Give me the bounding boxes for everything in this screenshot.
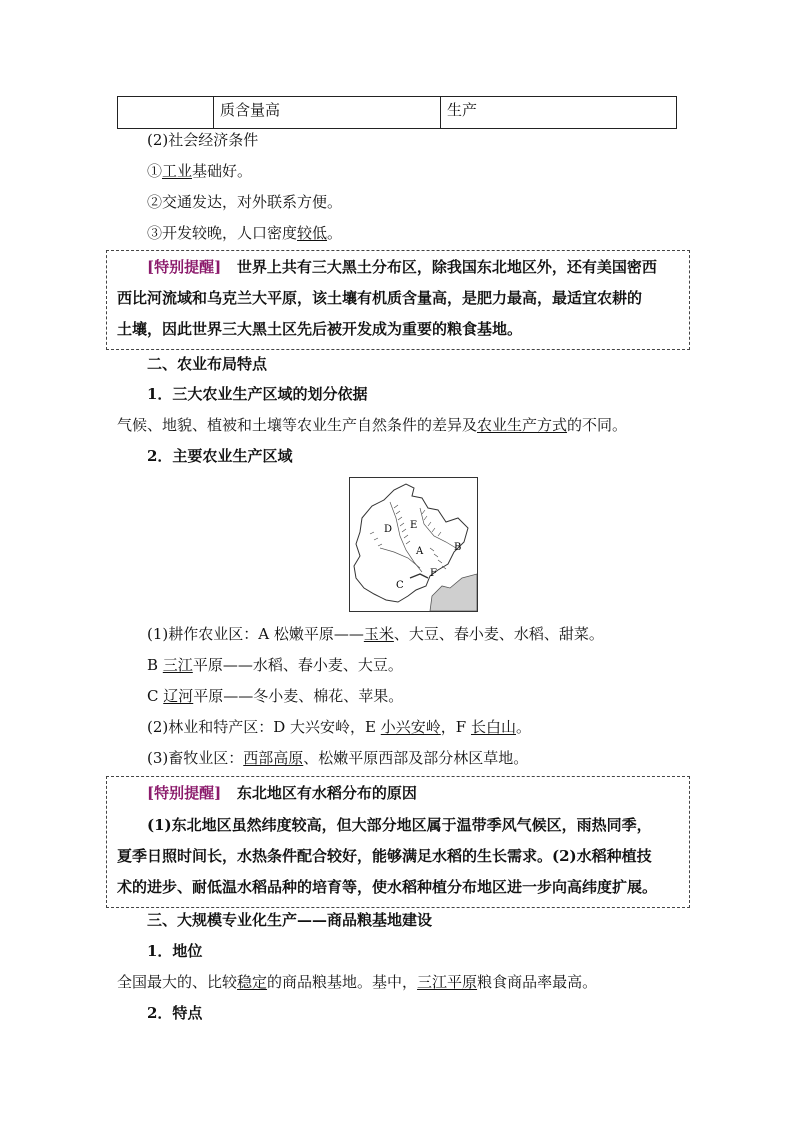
note-line: [特别提醒] 东北地区有水稻分布的原因 — [147, 784, 417, 802]
section-heading: (2)社会经济条件 — [147, 131, 259, 149]
river — [420, 508, 456, 548]
list-item: ②交通发达，对外联系方便。 — [147, 193, 343, 211]
note-line: (1)东北地区虽然纬度较高，但大部分地区属于温带季风气候区，雨热同季， — [147, 816, 652, 834]
map-label: E — [410, 520, 418, 531]
table-cell: 质含量高 — [214, 97, 441, 129]
zone-line: (2)林业和特产区：D 大兴安岭，E 小兴安岭，F 长白山。 — [147, 718, 531, 736]
note-line: 术的进步、耐低温水稻品种的培育等，使水稻种植分布地区进一步向高纬度扩展。 — [117, 878, 658, 896]
mountain-hatching — [370, 505, 446, 569]
section-title: 二、农业布局特点 — [147, 355, 268, 373]
list-item: ①工业基础好。 — [147, 162, 253, 180]
section-title: 三、大规模专业化生产——商品粮基地建设 — [147, 911, 433, 929]
map-label: C — [396, 580, 404, 591]
paragraph: 全国最大的、比较稳定的商品粮基地。基中，三江平原粮食商品率最高。 — [117, 973, 598, 991]
northeast-map — [349, 477, 478, 612]
table-cell-empty — [118, 97, 214, 129]
map-label: A — [416, 546, 424, 557]
zone-line: C 辽河平原——冬小麦、棉花、苹果。 — [147, 687, 404, 705]
zone-line: (1)耕作农业区：A 松嫩平原——玉米、大豆、春小麦、水稻、甜菜。 — [147, 625, 604, 643]
note-tag: [特别提醒] — [147, 784, 222, 802]
coastline — [410, 574, 428, 578]
river — [380, 548, 420, 568]
note-line: 夏季日照时间长，水热条件配合较好，能够满足水稻的生长需求。(2)水稻种植技 — [117, 847, 652, 865]
river — [390, 502, 422, 572]
list-item: ③开发较晚，人口密度较低。 — [147, 224, 343, 242]
region-border — [354, 484, 468, 602]
note-line: 土壤，因此世界三大黑土区先后被开发成为重要的粮食基地。 — [117, 320, 523, 338]
subsection-title: 1．地位 — [147, 942, 203, 960]
note-line: 西比河流域和乌克兰大平原，该土壤有机质含量高，是肥力最高，最适宜农耕的 — [117, 289, 643, 307]
map-label: F — [430, 568, 437, 579]
map-label: D — [384, 524, 393, 535]
map-drawing — [350, 478, 477, 611]
zone-line: B 三江平原——水稻、春小麦、大豆。 — [147, 656, 403, 674]
note-line: [特别提醒] 世界上共有三大黑土分布区，除我国东北地区外，还有美国密西 — [147, 258, 657, 276]
sea-area — [430, 574, 477, 611]
table-cell: 生产 — [441, 97, 677, 129]
map-label: B — [454, 542, 462, 553]
note-tag: [特别提醒] — [147, 258, 222, 276]
subsection-title: 2．主要农业生产区域 — [147, 447, 293, 465]
zone-line: (3)畜牧业区：西部高原、松嫩平原西部及部分林区草地。 — [147, 749, 529, 767]
table-fragment — [117, 96, 677, 129]
paragraph: 气候、地貌、植被和土壤等农业生产自然条件的差异及农业生产方式的不同。 — [117, 416, 628, 434]
subsection-title: 2．特点 — [147, 1004, 203, 1022]
subsection-title: 1．三大农业生产区域的划分依据 — [147, 385, 368, 403]
